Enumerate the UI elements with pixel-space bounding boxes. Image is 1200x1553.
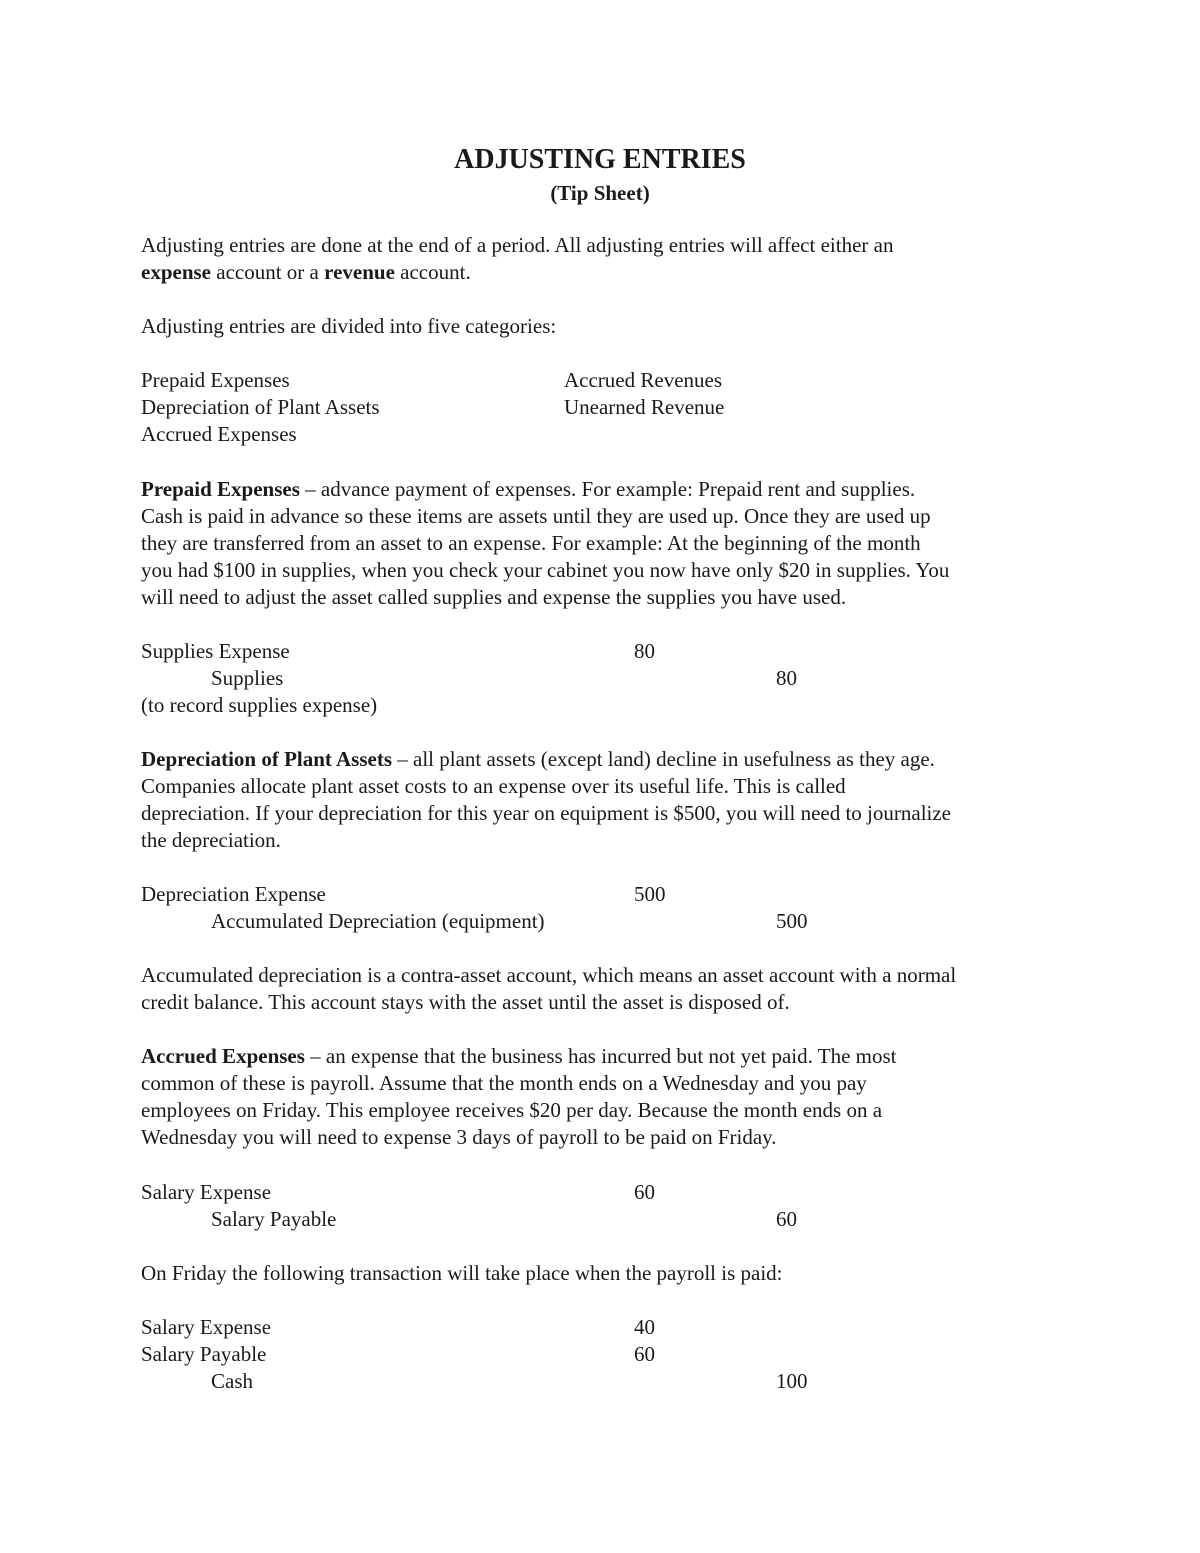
depreciation-note-1: Accumulated depreciation is a contra-asset account, which means an asset account with a normal — [141, 963, 957, 987]
accrued-line-2: common of these is payroll. Assume that the month ends on a Wednesday and you pay — [141, 1071, 867, 1095]
category-item: Prepaid Expenses — [141, 368, 290, 392]
journal-memo: (to record supplies expense) — [141, 693, 378, 717]
prepaid-heading: Prepaid Expenses — [141, 477, 300, 501]
journal-credit-amount: 100 — [776, 1369, 808, 1393]
journal-debit-account: Salary Payable — [141, 1342, 267, 1366]
journal-credit-account: Cash — [211, 1369, 253, 1393]
journal-debit-amount: 60 — [634, 1180, 655, 1204]
expense-term: expense — [141, 260, 211, 284]
journal-debit-account: Supplies Expense — [141, 639, 290, 663]
prepaid-line-2: Cash is paid in advance so these items are assets until they are used up. Once they are used up — [141, 504, 931, 528]
journal-credit-amount: 80 — [776, 666, 797, 690]
category-item: Accrued Revenues — [564, 368, 723, 392]
page-subtitle: (Tip Sheet) — [550, 181, 650, 205]
depreciation-note-2: credit balance. This account stays with the asset until the asset is disposed of. — [141, 990, 790, 1014]
prepaid-line-4: you had $100 in supplies, when you check your cabinet you now have only $20 in supplies. You — [141, 558, 950, 582]
journal-debit-account: Salary Expense — [141, 1315, 272, 1339]
depreciation-line-3: depreciation. If your depreciation for this year on equipment is $500, you will need to journalize — [141, 801, 952, 825]
journal-credit-account: Salary Payable — [211, 1207, 337, 1231]
journal-debit-amount: 60 — [634, 1342, 655, 1366]
depreciation-heading: Depreciation of Plant Assets — [141, 747, 393, 771]
journal-debit-account: Salary Expense — [141, 1180, 272, 1204]
prepaid-line-5: will need to adjust the asset called supplies and expense the supplies you have used. — [141, 585, 847, 609]
journal-credit-amount: 500 — [776, 909, 808, 933]
journal-credit-account: Accumulated Depreciation (equipment) — [211, 909, 545, 933]
prepaid-line-3: they are transferred from an asset to an expense. For example: At the beginning of the month — [141, 531, 921, 555]
revenue-term: revenue — [324, 260, 395, 284]
intro-line-2: expense account or a revenue account. — [141, 260, 471, 284]
journal-debit-account: Depreciation Expense — [141, 882, 326, 906]
journal-debit-amount: 80 — [634, 639, 655, 663]
category-item: Unearned Revenue — [564, 395, 725, 419]
accrued-line-1: Accrued Expenses – an expense that the business has incurred but not yet paid. The most — [141, 1044, 897, 1068]
accrued-heading: Accrued Expenses — [141, 1044, 305, 1068]
friday-text: On Friday the following transaction will take place when the payroll is paid: — [141, 1261, 783, 1285]
intro-line-1: Adjusting entries are done at the end of a period. All adjusting entries will affect either an — [141, 233, 894, 257]
journal-debit-amount: 500 — [634, 882, 666, 906]
journal-credit-account: Supplies — [211, 666, 284, 690]
category-item: Depreciation of Plant Assets — [141, 395, 380, 419]
journal-credit-amount: 60 — [776, 1207, 797, 1231]
depreciation-line-4: the depreciation. — [141, 828, 281, 852]
categories-intro: Adjusting entries are divided into five categories: — [141, 314, 557, 338]
accrued-line-4: Wednesday you will need to expense 3 days of payroll to be paid on Friday. — [141, 1125, 777, 1149]
depreciation-line-2: Companies allocate plant asset costs to an expense over its useful life. This is called — [141, 774, 846, 798]
prepaid-line-1: Prepaid Expenses – advance payment of expenses. For example: Prepaid rent and supplies. — [141, 477, 916, 501]
journal-debit-amount: 40 — [634, 1315, 655, 1339]
page-title: ADJUSTING ENTRIES — [454, 144, 746, 175]
category-item: Accrued Expenses — [141, 422, 297, 446]
accrued-line-3: employees on Friday. This employee receives $20 per day. Because the month ends on a — [141, 1098, 883, 1122]
depreciation-line-1: Depreciation of Plant Assets – all plant assets (except land) decline in usefulness as they age. — [141, 747, 935, 771]
